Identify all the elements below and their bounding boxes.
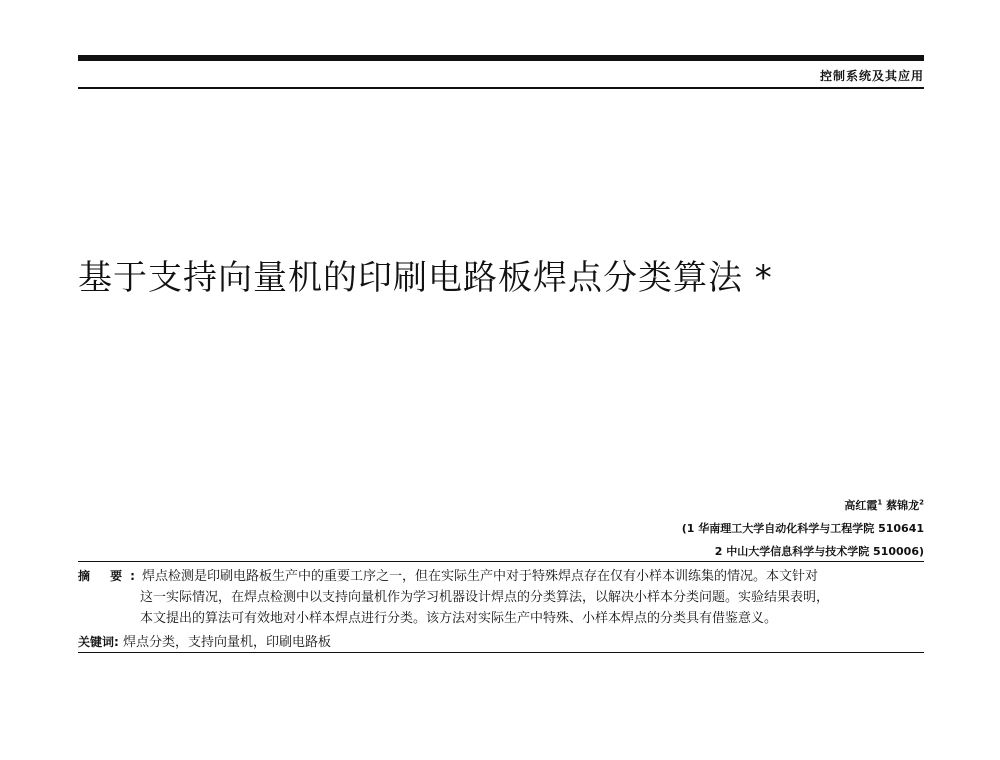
keywords-label: 关键词: <box>78 635 119 649</box>
author-name: 高红霞 <box>844 499 878 512</box>
abstract-top-rule <box>78 561 924 562</box>
author-affil-mark: 1 <box>877 498 883 507</box>
abstract-label: 摘 要: <box>78 569 143 583</box>
abstract-line: 焊点检测是印刷电路板生产中的重要工序之一，但在实际生产中对于特殊焊点存在仅有小样本训练集的情况。本文针对 <box>142 569 819 584</box>
abstract-line: 这一实际情况，在焊点检测中以支持向量机作为学习机器设计焊点的分类算法，以解决小样本分类问题。实验结果表明， <box>140 590 830 605</box>
abstract-line: 本文提出的算法可有效地对小样本焊点进行分类。该方法对实际生产中特殊、小样本焊点的分类具有借鉴意义。 <box>140 611 778 626</box>
abstract-bottom-rule <box>78 652 924 653</box>
header-top-rule <box>78 55 924 61</box>
keywords-text: 焊点分类，支持向量机，印刷电路板 <box>122 635 331 650</box>
author-affil-mark: 2 <box>919 498 924 507</box>
running-head: 控制系统及其应用 <box>819 69 924 83</box>
keywords-line <box>78 631 331 650</box>
affiliation-line: 2 中山大学信息科学与技术学院 510006) <box>714 545 924 558</box>
author-name: 蔡锦龙 <box>886 499 920 512</box>
paper-title: 基于支持向量机的印刷电路板焊点分类算法 * <box>78 258 773 298</box>
affiliation-line: (1 华南理工大学自动化科学与工程学院 510641 <box>681 522 924 535</box>
author-list <box>844 497 924 513</box>
header-bottom-rule <box>78 87 924 89</box>
